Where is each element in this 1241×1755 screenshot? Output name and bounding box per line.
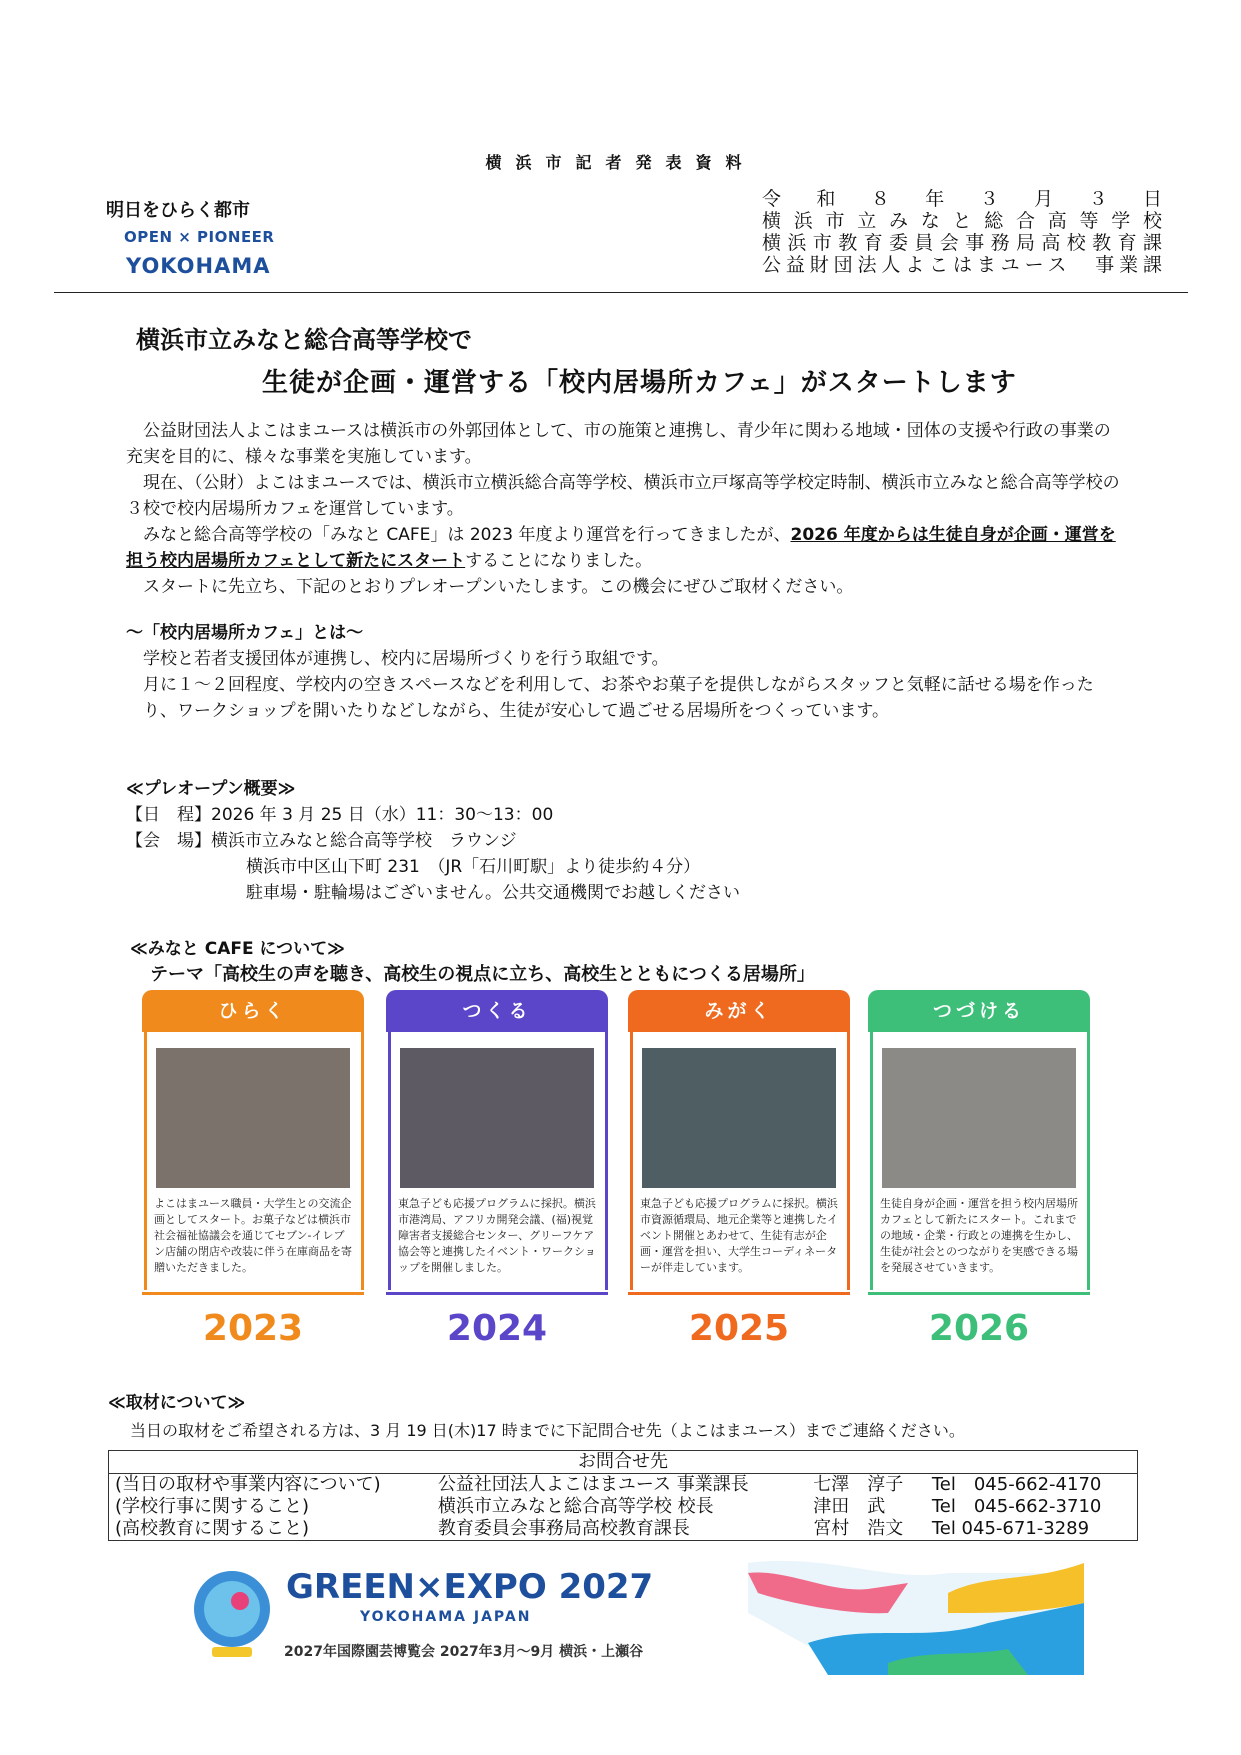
preopen-date-row (126, 802, 1126, 828)
preopen-date: 2026 年 3 月 25 日（水）11：30～13：00 (211, 805, 554, 825)
intro-p3-lead: みなと総合高等学校の「みなと CAFE」は 2023 年度より運営を行ってきましたが、 (143, 525, 791, 545)
panel-tag: みがく (628, 990, 850, 1032)
panel-tag: ひらく (142, 990, 364, 1032)
issuer-block (762, 188, 1162, 276)
panel-photo (882, 1048, 1076, 1188)
about-heading: ～「校内居場所カフェ」とは～ (126, 623, 364, 643)
contact-tel: Tel 045-671-3289 (931, 1518, 1090, 1539)
contact-org: 横浜市立みなと総合高等学校 校長 (437, 1496, 714, 1517)
panel-description: よこはまユース職員・大学生との交流企画としてスタート。お菓子などは横浜市社会福祉協議会を通じてセブン-イレブン店舗の閉店や改装に伴う在庫商品を寄贈いただきました。 (154, 1197, 352, 1274)
contact-name: 七澤 淳子 (813, 1474, 904, 1495)
timeline-panel-2023 (142, 990, 364, 1349)
issuer-youth: 公益財団法人よこはまユース 事業課 (762, 254, 1162, 276)
contact-org: 公益社団法人よこはまユース 事業課長 (437, 1474, 749, 1495)
panel-year: 2024 (446, 1308, 548, 1349)
panel-year: 2026 (928, 1308, 1030, 1349)
preopen-section (126, 776, 1126, 906)
cafe-theme: テーマ「高校生の声を聴き、高校生の視点に立ち、高校生とともにつくる居場所」 (150, 964, 815, 985)
panel-year: 2025 (688, 1308, 790, 1349)
intro-p3-highlight: 2026 年度からは生徒自身が企画・運営を担う校内居場所カフェとして新たにスタート (126, 525, 1116, 571)
header-divider (54, 292, 1188, 293)
preopen-address: 横浜市中区山下町 231 （JR「石川町駅」より徒歩約４分） (246, 857, 701, 877)
intro-paragraph-1: 公益財団法人よこはまユースは横浜市の外郭団体として、市の施策と連携し、青少年に関わる地域・団体の支援や行政の事業の充実を目的に、様々な事業を実施しています。 (126, 421, 1111, 467)
contact-title: お問合せ先 (109, 1451, 1138, 1474)
issue-date: 令 和 ８ 年 ３ 月 ３ 日 (762, 188, 1162, 210)
contact-org: 教育委員会事務局高校教育課長 (437, 1518, 690, 1539)
title-line-2: 生徒が企画・運営する「校内居場所カフェ」がスタートします (262, 368, 1017, 398)
panel-photo (156, 1048, 350, 1188)
expo-title: GREEN×EXPO 2027 (286, 1567, 654, 1607)
contact-topic: (当日の取材や事業内容について) (115, 1474, 381, 1495)
about-paragraph-2: 月に１～２回程度、学校内の空きスペースなどを利用して、お茶やお菓子を提供しながらスタッフと気軽に話せる場を作ったり、ワークショップを開いたりなどしながら、生徒が安心して過ごせる居場所をつくっています。 (143, 675, 1094, 721)
contact-row (109, 1518, 1138, 1541)
title-line-1: 横浜市立みなと総合高等学校で (136, 326, 472, 354)
contact-tel: Tel 045-662-4170 (931, 1474, 1102, 1495)
contact-name: 宮村 浩文 (813, 1518, 904, 1539)
panel-photo (642, 1048, 836, 1188)
panel-description: 東急子ども応援プログラムに採択。横浜市資源循環局、地元企業等と連携したイベント開催とあわせて、生徒有志が企画・運営を担い、大学生コーディネーターが伴走しています。 (640, 1197, 838, 1274)
intro-paragraph-2: 現在、（公財）よこはまユースでは、横浜市立横浜総合高等学校、横浜市立戸塚高等学校定時制、横浜市立みなと総合高等学校の３校で校内居場所カフェを運営しています。 (126, 473, 1120, 519)
about-paragraph-1: 学校と若者支援団体が連携し、校内に居場所づくりを行う取組です。 (143, 649, 669, 669)
issuer-school: 横浜市立みなと総合高等学校 (762, 210, 1162, 232)
panel-tag: つづける (868, 990, 1090, 1032)
timeline-arrow (386, 1292, 608, 1295)
timeline-panel-2026 (868, 990, 1090, 1349)
contact-row (109, 1474, 1138, 1497)
intro-section (126, 418, 1126, 600)
cafe-heading: ≪みなと CAFE について≫ (130, 939, 345, 959)
expo-info: 2027年国際園芸博覧会 2027年3月～9月 横浜・上瀬谷 (284, 1644, 644, 1660)
panel-year: 2023 (202, 1308, 304, 1349)
city-logo-tagline: 明日をひらく都市 (106, 200, 250, 221)
coverage-heading: ≪取材について≫ (108, 1393, 246, 1413)
about-section (126, 620, 1126, 724)
preopen-date-label: 【日 程】 (126, 805, 211, 825)
document-type: 横浜市記者発表資料 (485, 153, 756, 172)
preopen-venue-row (126, 828, 1126, 854)
coverage-text: 当日の取材をご希望される方は、3 月 19 日(木)17 時までに下記問合せ先（よこはまユース）までご連絡ください。 (130, 1421, 965, 1440)
intro-p3-tail: することになりました。 (465, 551, 653, 571)
timeline-arrow (142, 1292, 364, 1295)
panel-tag: つくる (386, 990, 608, 1032)
preopen-venue-label: 【会 場】 (126, 831, 211, 851)
panel-description: 生徒自身が企画・運営を担う校内居場所カフェとして新たにスタート。これまでの地域・企業・行政との連携を生かし、生徒が社会とのつながりを実感できる場を発展させていきます。 (880, 1197, 1078, 1274)
intro-paragraph-4: スタートに先立ち、下記のとおりプレオープンいたします。この機会にぜひご取材ください。 (143, 577, 854, 597)
expo-banner (188, 1553, 1084, 1675)
preopen-heading: ≪プレオープン概要≫ (126, 779, 296, 799)
contact-tel: Tel 045-662-3710 (931, 1496, 1102, 1517)
contact-topic: (学校行事に関すること) (115, 1496, 310, 1517)
intro-paragraph-3 (126, 522, 1126, 574)
timeline-arrow (868, 1292, 1090, 1295)
panel-description: 東急子ども応援プログラムに採択。横浜市港湾局、アフリカ開発会議、(福)視覚障害者支援総合センター、グリーフケア協会等と連携したイベント・ワークショップを開催しました。 (398, 1197, 596, 1274)
contact-name: 津田 武 (813, 1496, 886, 1517)
contact-topic: (高校教育に関すること) (115, 1518, 310, 1539)
preopen-venue: 横浜市立みなと総合高等学校 ラウンジ (211, 831, 517, 851)
issuer-board: 横浜市教育委員会事務局高校教育課 (762, 232, 1162, 254)
preopen-parking: 駐車場・駐輪場はございません。公共交通機関でお越しください (246, 883, 741, 903)
contact-row (109, 1496, 1138, 1518)
city-logo-open-pioneer: OPEN × PIONEER (124, 228, 275, 246)
city-logo-yokohama: YOKOHAMA (126, 254, 271, 278)
timeline-panel-2024 (386, 990, 608, 1349)
expo-subtitle: YOKOHAMA JAPAN (360, 1609, 532, 1625)
contact-table (108, 1450, 1138, 1541)
panel-photo (400, 1048, 594, 1188)
timeline-arrow (628, 1292, 850, 1295)
timeline-panel-2025 (628, 990, 850, 1349)
